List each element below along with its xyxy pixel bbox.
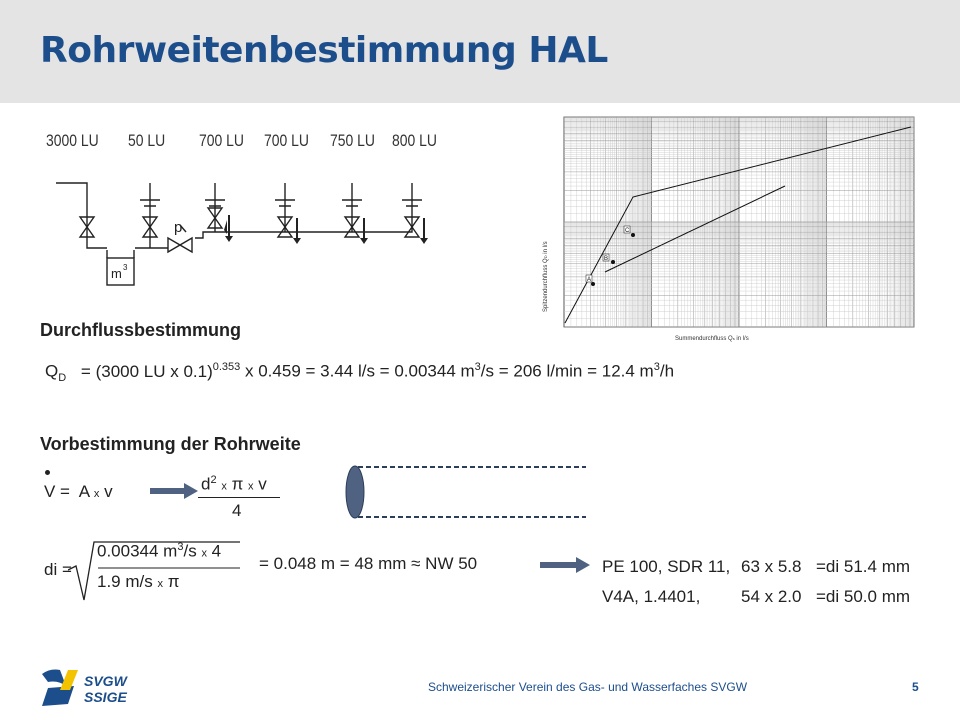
lu-label-1: 3000 LU <box>46 131 99 150</box>
page-title: Rohrweitenbestimmung HAL <box>40 30 608 71</box>
lu-label-2: 50 LU <box>128 131 166 150</box>
frac-x2: x <box>248 480 254 493</box>
lu-label-6: 800 LU <box>392 131 437 150</box>
pipe-1-size: 63 x 5.8 <box>741 557 802 576</box>
di-den-a: 1.9 m/s <box>97 572 153 591</box>
chart-xlabel: Summendurchfluss Qs in l/s <box>675 336 749 342</box>
pipe-2-material: V4A, 1.4401, <box>602 587 701 606</box>
pipe-cross-section-icon <box>344 462 589 522</box>
velocity-symbol: v <box>104 482 113 501</box>
frac-top <box>201 474 267 495</box>
chart-point-a: A <box>587 277 592 283</box>
svgw-logo <box>38 666 148 708</box>
frac-v: v <box>258 474 267 494</box>
qd-sup-b: 3 <box>653 361 660 373</box>
qd-part-b: x 0.459 = 3.44 l/s = 0.00344 m <box>240 361 475 381</box>
meter-label: m <box>111 266 122 281</box>
frac-x1: x <box>221 480 227 493</box>
di-num-b: /s <box>183 541 197 561</box>
pump-label: p <box>174 219 183 236</box>
pipe-2-di: =di 50.0 mm <box>816 587 911 606</box>
page-number: 5 <box>912 680 919 694</box>
nomogram-grid <box>564 117 914 327</box>
times-symbol: x <box>93 488 100 500</box>
di-denominator <box>97 572 179 592</box>
chart-point-c: C <box>625 228 630 234</box>
di-num-x: x <box>201 547 207 560</box>
heading-vorbestimmung: Vorbestimmung der Rohrweite <box>40 434 301 454</box>
di-num-sup: 3 <box>177 541 184 553</box>
frac-bottom: 4 <box>232 501 242 520</box>
lu-label-3: 700 LU <box>199 131 244 150</box>
qd-sup-a: 3 <box>474 361 481 373</box>
heading-durchfluss: Durchflussbestimmung <box>40 320 242 340</box>
logo-line1: SVGW <box>84 673 127 689</box>
chart-ylabel: Spitzendurchfluss QD in l/s <box>543 241 549 312</box>
di-num-c: 4 <box>211 541 222 561</box>
chart-point-b: B <box>604 256 609 262</box>
flow-nomogram <box>535 112 930 342</box>
di-den-x: x <box>157 578 163 590</box>
lu-label-5: 750 LU <box>330 131 375 150</box>
pipe-1-di: =di 51.4 mm <box>816 557 911 576</box>
footer-text: Schweizerischer Verein des Gas- und Wasserfaches SVGW <box>428 680 748 694</box>
qd-part-d: /h <box>659 361 675 381</box>
pipe-1-material: PE 100, SDR 11, <box>602 557 731 576</box>
qd-sub: D <box>58 372 67 385</box>
qd-part-c: /s = 206 l/min = 12.4 m <box>480 361 654 381</box>
frac-d: d <box>201 474 211 494</box>
pipe-schematic <box>40 170 440 295</box>
logo-line2: SSIGE <box>84 689 127 705</box>
vdot-label: V = <box>44 482 70 501</box>
meter-label-sup: 3 <box>123 263 128 272</box>
qd-exponent: 0.353 <box>212 361 241 373</box>
fraction-bar <box>198 497 280 498</box>
di-label: di = <box>44 560 72 579</box>
arrow-icon <box>150 483 198 499</box>
vdot-dot <box>45 470 50 475</box>
v-equation <box>44 482 113 502</box>
frac-pi: π <box>231 474 244 494</box>
frac-sup: 2 <box>210 474 217 486</box>
di-den-pi: π <box>167 572 180 591</box>
di-num-a: 0.00344 m <box>97 541 178 561</box>
arrow-icon-2 <box>540 557 590 573</box>
qd-symbol: Q <box>45 361 59 381</box>
area-symbol: A <box>78 482 90 501</box>
qd-formula <box>45 361 674 384</box>
pipe-2-size: 54 x 2.0 <box>741 587 802 606</box>
lu-label-4: 700 LU <box>264 131 309 150</box>
qd-part-a: = (3000 LU x 0.1) <box>80 361 213 381</box>
di-numerator <box>97 541 221 562</box>
di-result: = 0.048 m = 48 mm ≈ NW 50 <box>259 554 478 573</box>
